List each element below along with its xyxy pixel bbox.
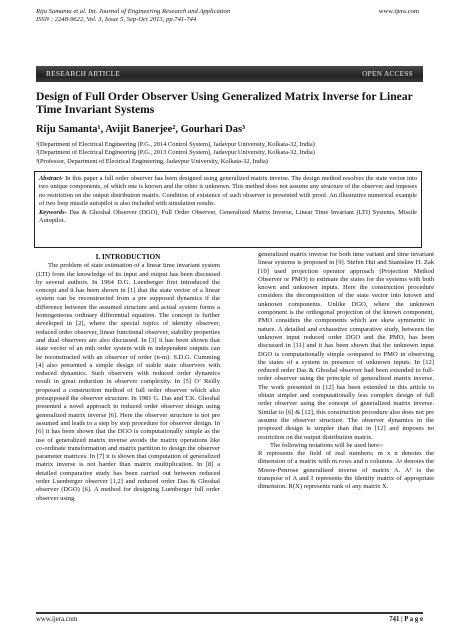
- right-column: [258, 251, 434, 492]
- keywords-text: Das & Ghoshal Observer (DGO), Full Order Observer, Generalized Matrix Inverse, Linear Time Invariant (LTI) Systems, Missile Autopilot.: [39, 208, 417, 225]
- author-list: Riju Samanta¹, Avijit Banerjee², Gourhari Das³: [36, 124, 246, 135]
- abstract: [39, 175, 417, 209]
- paper-title: Design of Full Order Observer Using Generalized Matrix Inverse for Linear Time Invariant Systems: [36, 90, 413, 116]
- affiliation-3: ³(Professor, Department of Electrical Engineering, Jadavpur University, Kolkata-32, India): [36, 157, 268, 165]
- affiliation-2: ²(Department of Electrical Engineering (P.G., 2013 Control System), Jadavpur University, Kolkata-32, India): [36, 149, 315, 157]
- header-site-link[interactable]: www.ijera.com: [378, 8, 419, 15]
- open-access-label: OPEN ACCESS: [362, 69, 413, 78]
- abstract-text: In this paper a full order observer has been designed using generalized matrix inverse. The design method resolves the state vector into two unique components, of which one is known and the other is unknown. This method does not assume any structure of the observer and imposes no restriction on the output distribution matrix. Condition of existence of such observer is presented with proof. An illustrative numerical example of two loop missile autopilot is also included with simulation results.: [39, 175, 417, 208]
- intro-paragraph-1: The problem of state estimation of a linear time invariant system (LTI) from the knowledge of its input and output has been discussed by several authors. In 1964 D.G. Luenberger first introduced the concept and it has been shown in [1] that the state vector of a linear system can be reconstructed from a pre supposed dynamics if the difference between the assumed structure and actual system forms a homogeneous ordinary differential equation. The concept is further developed in [2], where the special topics of identity observer, reduced order observer, linear functional observer, stability properties and dual observers are also discussed. In [3] it has been shown that state vector of an mth order system with m independent outputs can be reconstructed with an observer of order (n-m). S.D.G. Cumming [4] also presented a simple design of stable state observers with reduced dynamics. Such observers with reduced order dynamics result in great reduction in observer complexity. In [5] O’ Reilly proposed a construction method of full order observer which also presupposed the observer structure. In 1981 G. Das and T.K. Ghoshal presented a novel approach to reduced order observer design using generalized matrix inverse [6]. Here the observer structure is not pre assumed and leads to a step by step procedure for observer design. In [6] it has been shown that the DGO is computationally simple as the use of generalized matrix inverse avoids the matrix operations like co-ordinate transformation and matrix partition to design the observer parameter matrices. In [7] it is shown that computation of generalized matrix inverse is not harder than matrix multiplication. In [8] a detailed comparative study has been carried out between reduced order Luenberger observer [1,2] and reduced order Das & Ghoshal observer (DGO) [6]. A method for designing Luenberger full order observer using: [36, 262, 220, 502]
- journal-line: Riju Samanta et al. Int. Journal of Engineering Research and Application: [36, 8, 231, 15]
- notation-paragraph: R represents the field of real numbers; m x n denotes the dimension of a matrix with m rows and n columns. Aᵍ denotes the Moore-Penrose generalized inverse of matrix A. Aᵀ is the transpose of A and I represents the identity matrix of appropriate dimension. R(X) represents rank of any matrix X.: [258, 450, 434, 491]
- article-type-banner: [36, 66, 423, 82]
- abstract-box: [34, 171, 422, 248]
- notation-intro: The following notations will be used here:-: [270, 441, 384, 449]
- introduction-heading: I. INTRODUCTION: [95, 252, 161, 261]
- intro-paragraph-2: generalized matrix inverse for both time variant and time invariant linear systems is proposed in [9]. Stefen Hui and Stanislaw H. Zak [10] used projection operator approach (Projection Method Observer or PMO) to estimate the states for the systems with both known and unknown inputs. Here the construction procedure considers the decomposition of the state vector into known and unknown components. Unlike DGO, where the unknown component is the orthogonal projection of the known component, PMO considers the components which are skew symmetric in nature. A detailed and exhaustive comparative study, between the unknown input reduced order DGO and the PMO, has been discussed in [11] and it has been shown that the unknown input DGO is computationally simple compared to PMO in observing the states of a system in presence of unknown inputs. In [12] reduced order Das & Ghoshal observer had been extended to full-order observer using the principle of generalized matrix inverse. The work presented in [12] has been extended in this article to obtain simpler and computationally less complex design of full order observer using the concept of generalized matrix inverse. Similar to [6] & [12], this construction procedure also does not pre assume the observer structure. The observer dynamics in the proposed design is simpler than that in [12] and imposes no restriction on the output distribution matrix.: [258, 251, 434, 441]
- affiliation-1: ¹(Department of Electrical Engineering (P.G., 2014 Control System), Jadavpur University, Kolkata-32, India): [36, 141, 315, 148]
- running-header: [36, 8, 419, 25]
- left-column: [36, 251, 220, 503]
- keywords: [39, 209, 417, 226]
- research-article-label: RESEARCH ARTICLE: [46, 69, 120, 78]
- footer-site-link[interactable]: www.ijera.com: [36, 616, 78, 623]
- page-number: 741 | P a g e: [389, 616, 423, 623]
- keywords-label: Keywords-: [39, 208, 67, 216]
- page-footer: [36, 616, 423, 623]
- issn-line: ISSN : 2248-9622, Vol. 3, Issue 5, Sep-Oct 2013, pp.741-744: [36, 16, 197, 24]
- affiliations: [36, 141, 315, 166]
- abstract-label: Abstract-: [39, 175, 64, 182]
